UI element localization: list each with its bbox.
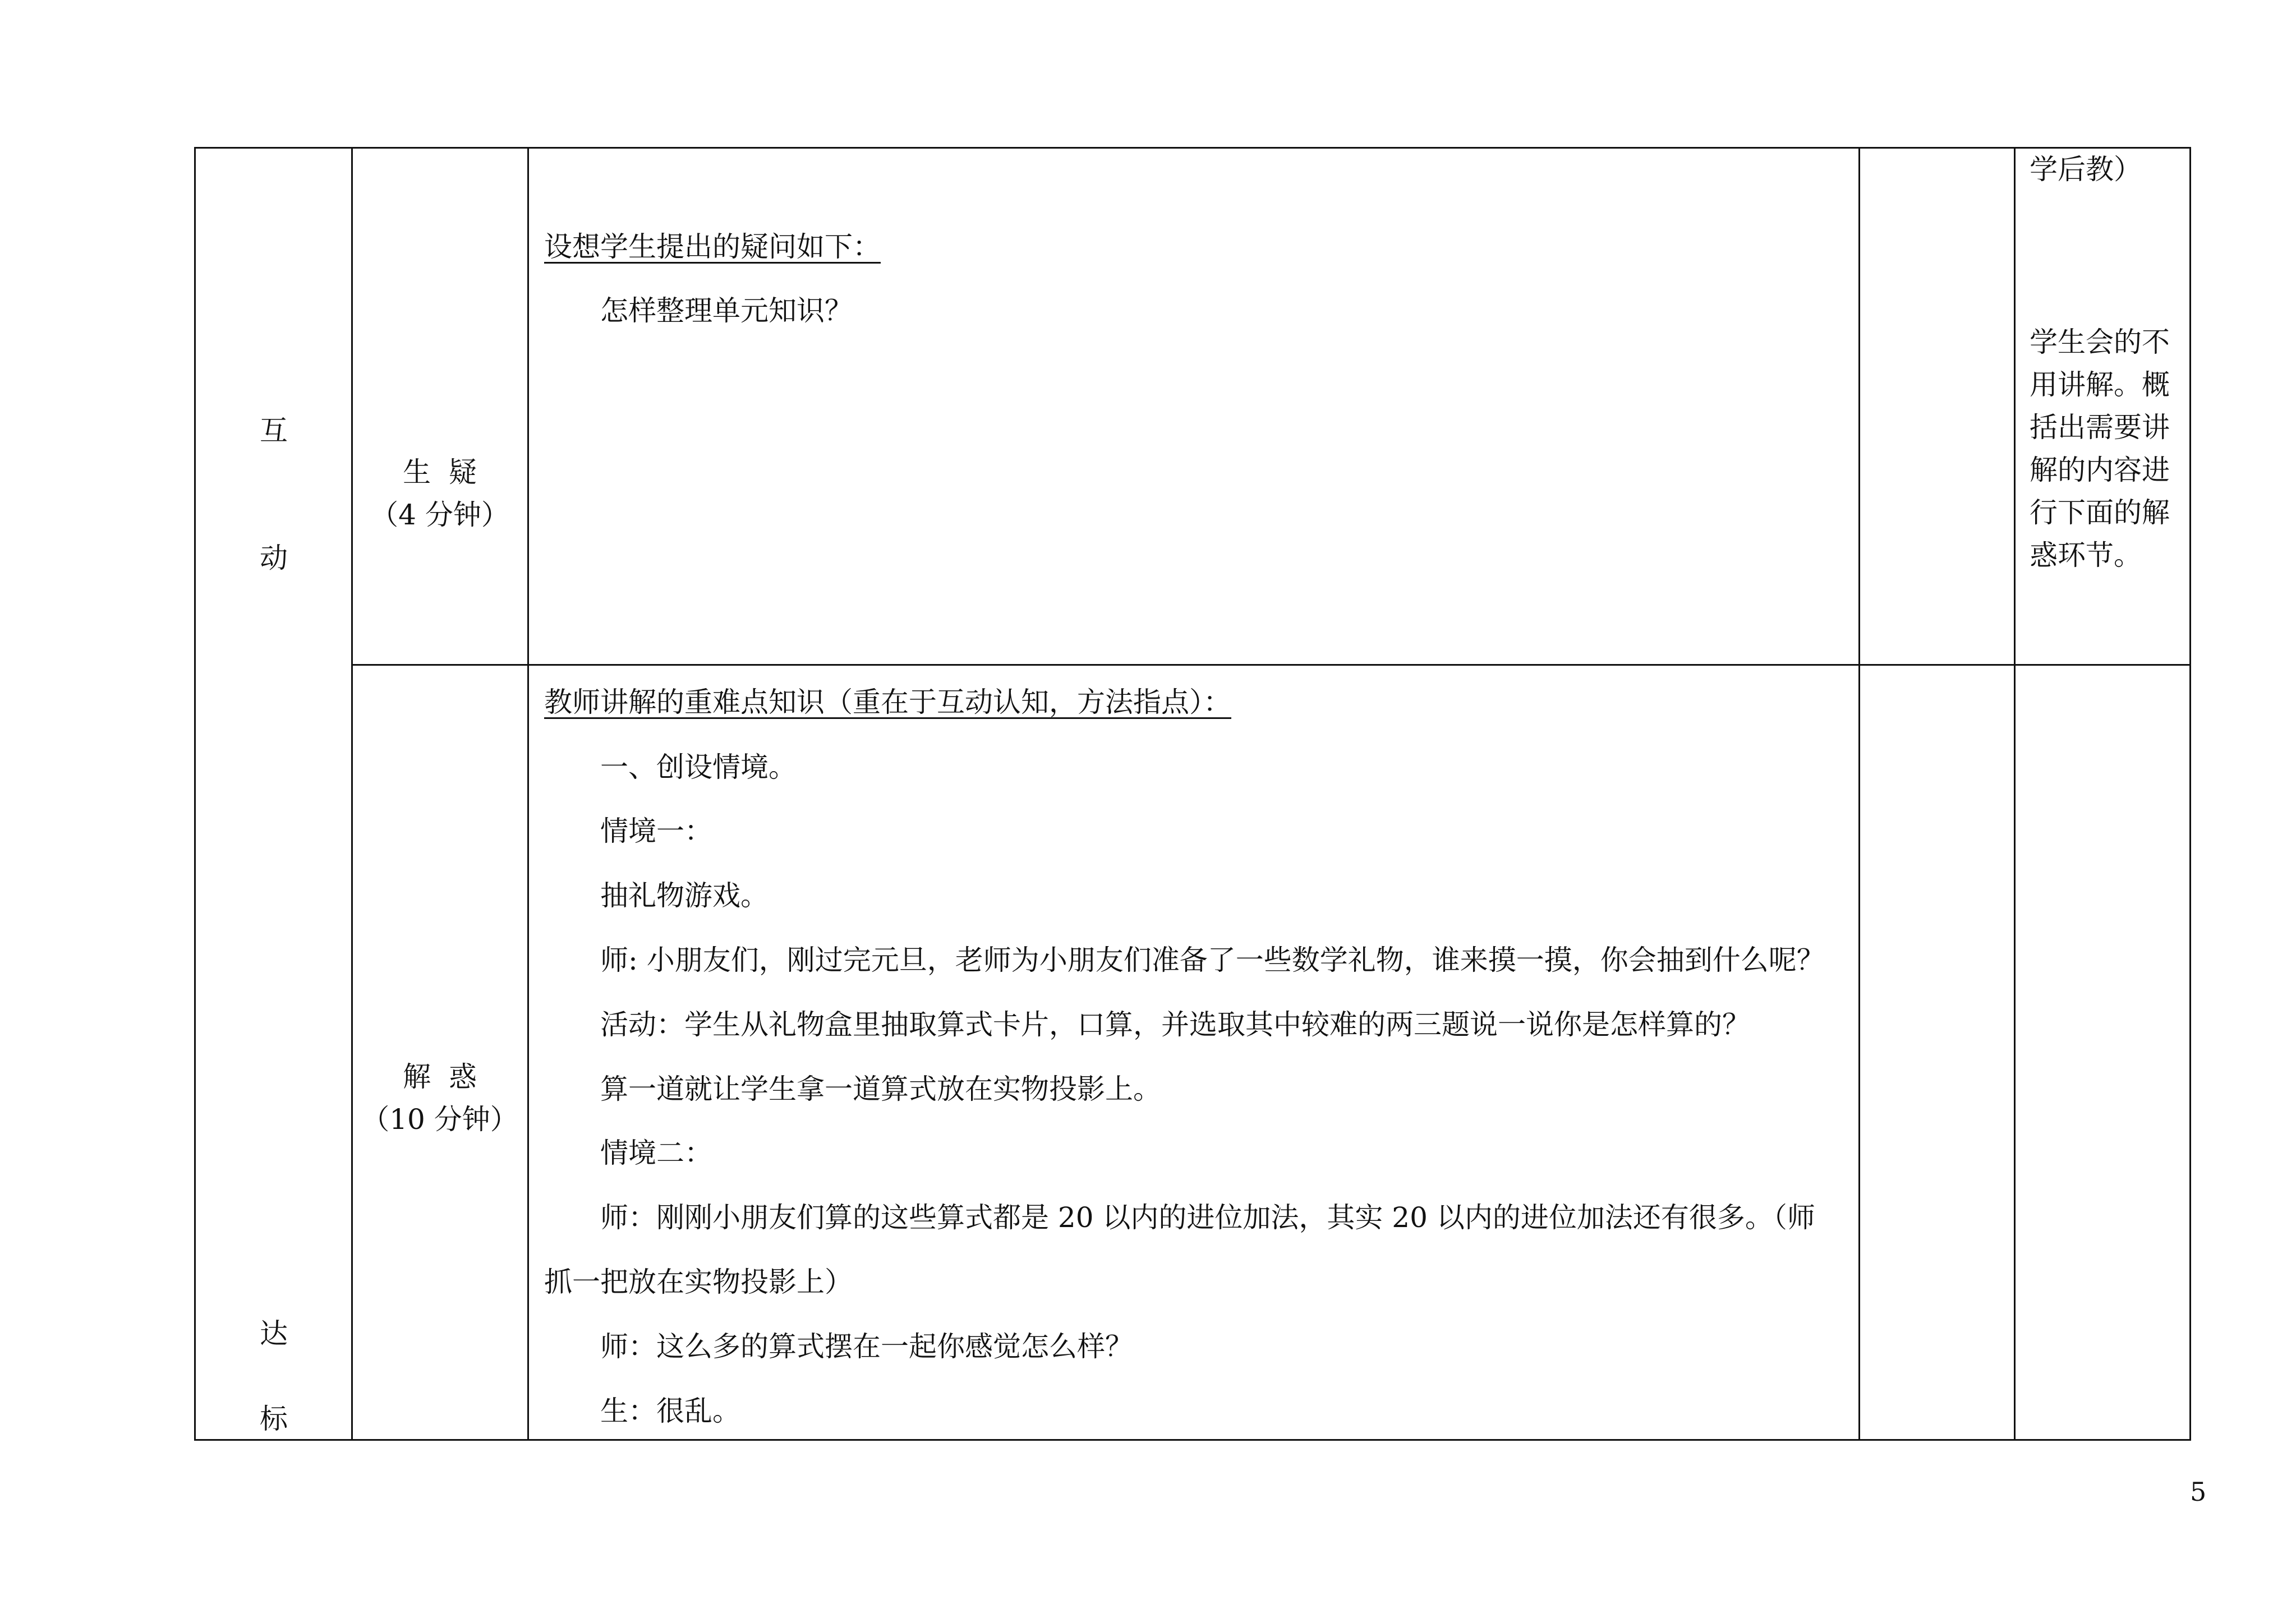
stage-label-char-4: 标 [260, 1403, 288, 1435]
explain-line-5: 活动：学生从礼物盒里抽取算式卡片，口算，并选取其中较难的两三题说一说你是怎样算的？ [600, 1008, 1750, 1041]
explain-line-2: 情境一： [600, 815, 712, 847]
column-divider-stage [351, 147, 353, 1441]
note-line-1: 学生会的不 [2030, 326, 2170, 358]
stage-label-char-1: 互 [260, 414, 288, 447]
question-heading: 设想学生提出的疑问如下： [544, 230, 881, 263]
column-divider-notes [2014, 147, 2016, 1441]
table-right-border [2189, 147, 2191, 1441]
explain-line-8: 师：刚刚小朋友们算的这些算式都是 20 以内的进位加法，其实 20 以内的进位加法还有很多。（师 [600, 1201, 1815, 1234]
table-top-border [194, 147, 2191, 149]
note-line-4: 解的内容进 [2030, 454, 2170, 486]
step-time-question: （4 分钟） [370, 499, 509, 531]
note-line-6: 惑环节。 [2030, 539, 2142, 571]
step-time-explain: （10 分钟） [361, 1103, 518, 1136]
explain-line-7: 情境二： [600, 1137, 712, 1169]
step-label-question: 生 疑 [403, 456, 477, 488]
explain-line-4: 师: 小朋友们，刚过完元旦，老师为小朋友们准备了一些数学礼物，谁来摸一摸，你会抽到什么呢？ [600, 944, 1825, 976]
explain-line-10: 师：这么多的算式摆在一起你感觉怎么样？ [600, 1330, 1133, 1363]
column-divider-content [1858, 147, 1860, 1441]
question-content: 怎样整理单元知识？ [600, 294, 853, 327]
column-divider-step [527, 147, 529, 1441]
note-line-3: 括出需要讲 [2030, 411, 2170, 444]
table-left-border [194, 147, 196, 1441]
explain-line-3: 抽礼物游戏。 [600, 879, 769, 912]
row-divider [351, 664, 2191, 666]
explain-line-1: 一、创设情境。 [600, 751, 797, 783]
page-number: 5 [2190, 1477, 2207, 1507]
note-line-2: 用讲解。概 [2030, 368, 2170, 401]
explain-line-9: 抓一把放在实物投影上） [544, 1266, 853, 1298]
explain-heading: 教师讲解的重难点知识（重在于互动认知，方法指点）： [544, 686, 1231, 718]
table-bottom-border [194, 1439, 2191, 1441]
note-line-5: 行下面的解 [2030, 496, 2170, 529]
explain-line-6: 算一道就让学生拿一道算式放在实物投影上。 [600, 1073, 1161, 1105]
stage-label-char-2: 动 [260, 542, 288, 574]
note-top: 学后教） [2030, 153, 2142, 186]
explain-line-11: 生：很乱。 [600, 1395, 740, 1427]
step-label-explain: 解 惑 [403, 1061, 477, 1093]
stage-label-char-3: 达 [260, 1317, 288, 1350]
